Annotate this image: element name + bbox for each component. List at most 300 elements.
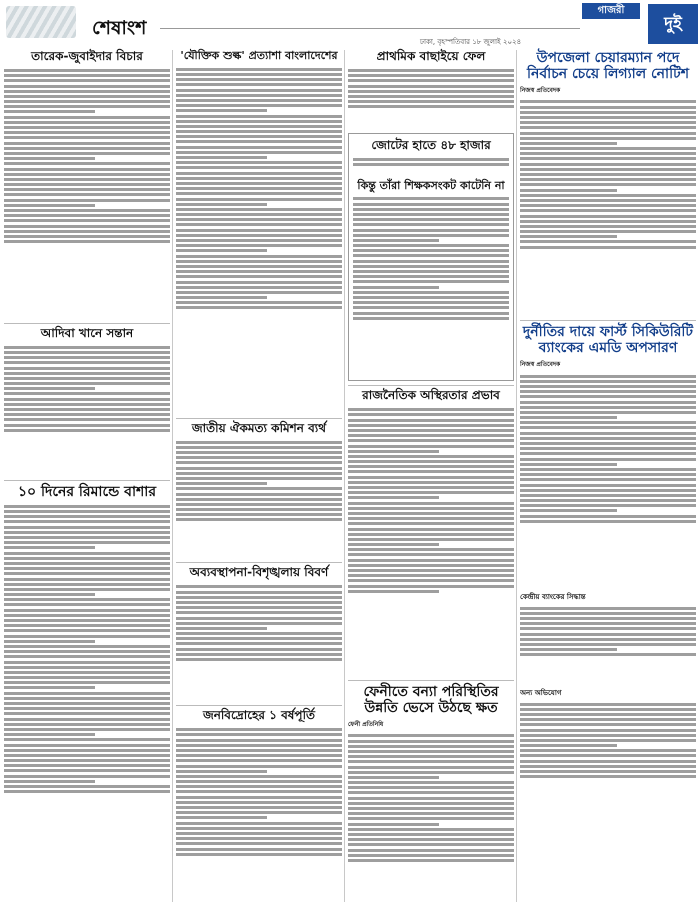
text-line-placeholder	[176, 467, 342, 470]
text-line-placeholder	[176, 461, 342, 464]
text-line-placeholder	[4, 413, 170, 416]
text-line-placeholder	[176, 493, 342, 496]
text-line-placeholder	[353, 239, 439, 242]
text-line-placeholder	[520, 607, 696, 610]
text-line-placeholder	[4, 583, 170, 586]
text-line-placeholder	[176, 229, 342, 232]
text-line-placeholder	[4, 640, 95, 643]
text-line-placeholder	[353, 291, 509, 294]
text-line-placeholder	[176, 265, 342, 268]
text-line-placeholder	[4, 515, 170, 518]
text-line-placeholder	[176, 503, 342, 506]
text-line-placeholder	[176, 801, 342, 804]
text-line-placeholder	[348, 476, 514, 479]
text-line-placeholder	[4, 686, 95, 689]
article-headline: অব্যবস্থাপনা-বিশৃঙ্খলায় বিবর্ণ	[189, 565, 329, 580]
text-line-placeholder	[520, 744, 617, 747]
date-line: ঢাকা, বৃহস্পতিবার ১৮ জুলাই ২০২৪	[420, 38, 522, 46]
text-line-placeholder	[520, 770, 696, 773]
article-body	[4, 67, 170, 319]
text-line-placeholder	[348, 517, 514, 520]
article-fsib-md	[520, 324, 696, 818]
text-line-placeholder	[520, 406, 696, 409]
text-line-placeholder	[520, 643, 696, 646]
text-line-placeholder	[176, 187, 342, 190]
text-line-placeholder	[348, 812, 514, 815]
text-line-placeholder	[348, 843, 514, 846]
text-line-placeholder	[348, 574, 514, 577]
text-line-placeholder	[520, 489, 696, 492]
text-line-placeholder	[520, 137, 696, 140]
text-line-placeholder	[176, 622, 342, 625]
text-line-placeholder	[4, 225, 170, 228]
text-line-placeholder	[176, 306, 342, 309]
text-line-placeholder	[4, 100, 170, 103]
text-line-placeholder	[4, 557, 170, 560]
article-body	[353, 156, 509, 178]
text-line-placeholder	[176, 177, 342, 180]
text-line-placeholder	[176, 291, 342, 294]
text-line-placeholder	[176, 780, 342, 783]
article-divider	[348, 385, 514, 386]
text-line-placeholder	[176, 301, 342, 304]
text-line-placeholder	[520, 463, 617, 466]
text-line-placeholder	[4, 718, 170, 721]
text-line-placeholder	[353, 208, 509, 211]
text-line-placeholder	[4, 235, 170, 238]
text-line-placeholder	[520, 132, 696, 135]
text-line-placeholder	[4, 614, 170, 617]
text-line-placeholder	[520, 622, 696, 625]
text-line-placeholder	[4, 749, 170, 752]
text-line-placeholder	[4, 588, 170, 591]
article-body	[4, 503, 170, 906]
text-line-placeholder	[176, 286, 342, 289]
text-line-placeholder	[520, 515, 696, 518]
text-line-placeholder	[520, 168, 696, 171]
text-line-placeholder	[520, 739, 696, 742]
text-line-placeholder	[520, 426, 696, 429]
text-line-placeholder	[520, 458, 696, 461]
text-line-placeholder	[520, 100, 696, 103]
text-line-placeholder	[348, 434, 514, 437]
text-line-placeholder	[520, 395, 696, 398]
text-line-placeholder	[348, 579, 514, 582]
text-line-placeholder	[176, 94, 342, 97]
text-line-placeholder	[348, 828, 514, 831]
text-line-placeholder	[4, 147, 170, 150]
text-line-placeholder	[353, 317, 509, 320]
text-line-placeholder	[176, 754, 342, 757]
text-line-placeholder	[520, 612, 696, 615]
text-line-placeholder	[520, 411, 696, 414]
article-uprising-anniversary	[176, 709, 342, 906]
text-line-placeholder	[4, 593, 95, 596]
article-headline: রাজনৈতিক অস্থিরতার প্রভাব	[362, 388, 500, 403]
text-line-placeholder	[4, 162, 170, 165]
text-line-placeholder	[520, 204, 696, 207]
text-line-placeholder	[520, 775, 696, 778]
text-line-placeholder	[4, 624, 170, 627]
text-line-placeholder	[4, 505, 170, 508]
text-line-placeholder	[520, 754, 696, 757]
text-line-placeholder	[4, 676, 170, 679]
text-line-placeholder	[348, 455, 514, 458]
text-line-placeholder	[176, 733, 342, 736]
text-line-placeholder	[176, 260, 342, 263]
text-line-placeholder	[353, 260, 509, 263]
column-divider	[516, 50, 517, 902]
text-line-placeholder	[176, 239, 342, 242]
text-line-placeholder	[176, 816, 267, 819]
text-line-placeholder	[348, 429, 514, 432]
text-line-placeholder	[176, 811, 342, 814]
text-line-placeholder	[176, 853, 342, 856]
article-body	[520, 372, 696, 588]
text-line-placeholder	[520, 478, 696, 481]
text-line-placeholder	[176, 78, 342, 81]
text-line-placeholder	[520, 627, 696, 630]
text-line-placeholder	[348, 797, 514, 800]
text-line-placeholder	[4, 183, 170, 186]
text-line-placeholder	[4, 367, 170, 370]
text-line-placeholder	[4, 572, 170, 575]
article-political-instability	[348, 389, 514, 676]
text-line-placeholder	[520, 189, 617, 192]
text-line-placeholder	[520, 106, 696, 109]
article-body	[520, 700, 696, 818]
text-line-placeholder	[520, 142, 617, 145]
article-body	[4, 344, 170, 476]
article-body	[348, 67, 514, 129]
text-line-placeholder	[353, 229, 509, 232]
article-tariff	[176, 50, 342, 414]
article-headline: জোটের হাতে ৪৮ হাজার	[371, 137, 491, 152]
article-body	[176, 583, 342, 701]
text-line-placeholder	[353, 234, 509, 237]
text-line-placeholder	[4, 372, 170, 375]
text-line-placeholder	[520, 484, 696, 487]
text-line-placeholder	[353, 265, 509, 268]
text-line-placeholder	[4, 775, 170, 778]
text-line-placeholder	[4, 744, 170, 747]
article-body	[348, 732, 514, 906]
text-line-placeholder	[4, 650, 170, 653]
text-line-placeholder	[176, 842, 342, 845]
text-line-placeholder	[520, 765, 696, 768]
text-line-placeholder	[520, 734, 696, 737]
text-line-placeholder	[4, 754, 170, 757]
text-line-placeholder	[176, 281, 342, 284]
text-line-placeholder	[520, 713, 696, 716]
article-body	[176, 726, 342, 906]
text-line-placeholder	[176, 770, 267, 773]
text-line-placeholder	[176, 637, 342, 640]
text-line-placeholder	[176, 446, 342, 449]
text-line-placeholder	[348, 95, 514, 98]
article-headline: ১০ দিনের রিমান্ডে বাশার	[17, 483, 157, 500]
text-line-placeholder	[4, 702, 170, 705]
text-line-placeholder	[520, 147, 696, 150]
text-line-placeholder	[176, 83, 342, 86]
text-line-placeholder	[4, 209, 170, 212]
article-divider	[348, 680, 514, 681]
text-line-placeholder	[353, 301, 509, 304]
article-divider	[176, 705, 342, 706]
text-line-placeholder	[348, 802, 514, 805]
text-line-placeholder	[176, 441, 342, 444]
article-headline: কিন্তু তাঁরা শিক্ষকসংকট কাটেনি না	[357, 178, 505, 192]
text-line-placeholder	[348, 90, 514, 93]
text-line-placeholder	[4, 531, 170, 534]
article-headline: জাতীয় ঐকমত্য কমিশন ব্যর্থ	[191, 420, 327, 435]
text-line-placeholder	[348, 528, 514, 531]
text-line-placeholder	[4, 126, 170, 129]
article-headline: তারেক-জুবাইদার বিচার	[31, 49, 143, 63]
text-line-placeholder	[520, 380, 696, 383]
text-line-placeholder	[348, 771, 514, 774]
text-line-placeholder	[4, 681, 170, 684]
article-byline: ফেনী প্রতিনিধি	[348, 721, 384, 729]
text-line-placeholder	[348, 859, 514, 862]
article-headline: ফেনীতে বন্যা পরিস্থিতির উন্নতি ভেসে উঠছে ক্ষত	[363, 684, 499, 717]
text-line-placeholder	[4, 759, 170, 762]
text-line-placeholder	[176, 796, 342, 799]
text-line-placeholder	[4, 728, 170, 731]
column-2	[176, 48, 342, 906]
text-line-placeholder	[176, 135, 342, 138]
text-line-placeholder	[520, 760, 696, 763]
text-line-placeholder	[353, 254, 509, 257]
text-line-placeholder	[520, 401, 696, 404]
text-line-placeholder	[176, 208, 342, 211]
text-line-placeholder	[176, 728, 342, 731]
page-header	[0, 0, 700, 46]
text-line-placeholder	[520, 194, 696, 197]
text-line-placeholder	[353, 296, 509, 299]
text-line-placeholder	[4, 131, 170, 134]
text-line-placeholder	[520, 235, 617, 238]
text-line-placeholder	[4, 387, 95, 390]
text-line-placeholder	[348, 786, 514, 789]
text-line-placeholder	[176, 832, 342, 835]
text-line-placeholder	[348, 559, 514, 562]
text-line-placeholder	[520, 225, 696, 228]
article-feni-flood	[348, 684, 514, 906]
text-line-placeholder	[176, 234, 342, 237]
text-line-placeholder	[4, 230, 170, 233]
text-line-placeholder	[520, 390, 696, 393]
text-line-placeholder	[176, 482, 267, 485]
text-line-placeholder	[348, 100, 514, 103]
text-line-placeholder	[348, 791, 514, 794]
column-3	[348, 48, 514, 906]
text-line-placeholder	[176, 182, 342, 185]
text-line-placeholder	[348, 807, 514, 810]
column-divider	[344, 50, 345, 902]
text-line-placeholder	[176, 456, 342, 459]
article-headline: জনবিদ্রোহের ১ বর্ষপূর্তি	[202, 708, 316, 723]
text-line-placeholder	[176, 498, 342, 501]
text-line-placeholder	[520, 520, 696, 523]
text-line-placeholder	[4, 541, 170, 544]
text-line-placeholder	[176, 806, 342, 809]
text-line-placeholder	[4, 769, 170, 772]
text-line-placeholder	[520, 126, 696, 129]
text-line-placeholder	[4, 520, 170, 523]
text-line-placeholder	[520, 416, 617, 419]
text-line-placeholder	[520, 421, 696, 424]
text-line-placeholder	[176, 775, 342, 778]
text-line-placeholder	[4, 712, 170, 715]
text-line-placeholder	[520, 173, 696, 176]
text-line-placeholder	[4, 178, 170, 181]
article-consensus-commission	[176, 422, 342, 559]
text-line-placeholder	[4, 598, 170, 601]
text-line-placeholder	[353, 203, 509, 206]
text-line-placeholder	[176, 146, 342, 149]
text-line-placeholder	[4, 214, 170, 217]
article-divider	[520, 320, 696, 321]
text-line-placeholder	[176, 249, 267, 252]
text-line-placeholder	[176, 104, 342, 107]
text-line-placeholder	[176, 785, 342, 788]
text-line-placeholder	[176, 477, 342, 480]
text-line-placeholder	[176, 739, 342, 742]
text-line-placeholder	[348, 755, 514, 758]
text-line-placeholder	[348, 439, 514, 442]
article-divider	[4, 480, 170, 481]
text-line-placeholder	[4, 356, 170, 359]
article-headline: 'যৌক্তিক শুল্ক' প্রত্যাশা বাংলাদেশের	[180, 49, 338, 62]
text-line-placeholder	[348, 854, 514, 857]
text-line-placeholder	[348, 486, 514, 489]
text-line-placeholder	[520, 152, 696, 155]
text-line-placeholder	[4, 785, 170, 788]
text-line-placeholder	[4, 578, 170, 581]
text-line-placeholder	[4, 121, 170, 124]
text-line-placeholder	[348, 781, 514, 784]
text-line-placeholder	[520, 437, 696, 440]
text-line-placeholder	[520, 447, 696, 450]
text-line-placeholder	[176, 642, 342, 645]
text-line-placeholder	[4, 377, 170, 380]
text-line-placeholder	[176, 109, 267, 112]
text-line-placeholder	[4, 392, 170, 395]
text-line-placeholder	[4, 85, 170, 88]
text-line-placeholder	[4, 609, 170, 612]
article-body	[176, 438, 342, 558]
text-line-placeholder	[520, 163, 696, 166]
text-line-placeholder	[348, 564, 514, 567]
text-line-placeholder	[4, 424, 170, 427]
text-line-placeholder	[520, 385, 696, 388]
text-line-placeholder	[348, 481, 514, 484]
text-line-placeholder	[176, 68, 342, 71]
text-line-placeholder	[348, 553, 514, 556]
text-line-placeholder	[520, 504, 696, 507]
text-line-placeholder	[520, 215, 696, 218]
text-line-placeholder	[176, 130, 342, 133]
text-line-placeholder	[520, 468, 696, 471]
text-line-placeholder	[348, 74, 514, 77]
text-line-placeholder	[176, 827, 342, 830]
text-line-placeholder	[353, 249, 509, 252]
text-line-placeholder	[520, 111, 696, 114]
text-line-placeholder	[520, 473, 696, 476]
text-line-placeholder	[348, 502, 514, 505]
text-line-placeholder	[176, 617, 342, 620]
column-1	[4, 48, 170, 906]
column-4	[520, 48, 696, 906]
text-line-placeholder	[176, 591, 342, 594]
text-line-placeholder	[4, 398, 170, 401]
text-line-placeholder	[4, 136, 170, 139]
text-line-placeholder	[176, 601, 342, 604]
text-line-placeholder	[176, 296, 267, 299]
text-line-placeholder	[4, 110, 95, 113]
text-line-placeholder	[520, 509, 617, 512]
text-line-placeholder	[348, 776, 439, 779]
text-line-placeholder	[520, 638, 696, 641]
article-bashar	[4, 484, 170, 906]
text-line-placeholder	[348, 460, 514, 463]
text-line-placeholder	[176, 451, 342, 454]
text-line-placeholder	[4, 655, 170, 658]
text-line-placeholder	[4, 219, 170, 222]
text-line-placeholder	[353, 306, 509, 309]
text-line-placeholder	[4, 666, 170, 669]
text-line-placeholder	[520, 240, 696, 243]
text-line-placeholder	[176, 89, 342, 92]
text-line-placeholder	[353, 158, 509, 161]
text-line-placeholder	[348, 533, 514, 536]
text-line-placeholder	[520, 246, 696, 249]
article-byline: নিজস্ব প্রতিবেদক	[520, 361, 561, 369]
article-headline: উপজেলা চেয়ারম্যান পদে নির্বাচন চেয়ে লিগ্যাল নোটিশ	[526, 50, 690, 83]
article-alliance-48k	[348, 133, 514, 381]
article-legal-notice	[520, 50, 696, 316]
text-line-placeholder	[353, 286, 439, 289]
text-line-placeholder	[4, 603, 170, 606]
text-line-placeholder	[4, 152, 170, 155]
text-line-placeholder	[4, 199, 170, 202]
text-line-placeholder	[4, 546, 95, 549]
text-line-placeholder	[348, 543, 439, 546]
article-divider	[176, 418, 342, 419]
text-line-placeholder	[4, 692, 170, 695]
text-line-placeholder	[176, 749, 342, 752]
text-line-placeholder	[520, 432, 696, 435]
text-line-placeholder	[520, 648, 617, 651]
text-line-placeholder	[176, 653, 342, 656]
text-line-placeholder	[520, 442, 696, 445]
text-line-placeholder	[348, 491, 514, 494]
text-line-placeholder	[176, 837, 342, 840]
text-line-placeholder	[353, 163, 509, 166]
text-line-placeholder	[520, 708, 696, 711]
text-line-placeholder	[348, 419, 514, 422]
text-line-placeholder	[520, 499, 696, 502]
text-line-placeholder	[348, 522, 514, 525]
article-body	[520, 98, 696, 316]
text-line-placeholder	[353, 275, 509, 278]
article-body	[348, 406, 514, 676]
text-line-placeholder	[348, 470, 514, 473]
text-line-placeholder	[176, 172, 342, 175]
text-line-placeholder	[4, 116, 170, 119]
text-line-placeholder	[176, 115, 342, 118]
